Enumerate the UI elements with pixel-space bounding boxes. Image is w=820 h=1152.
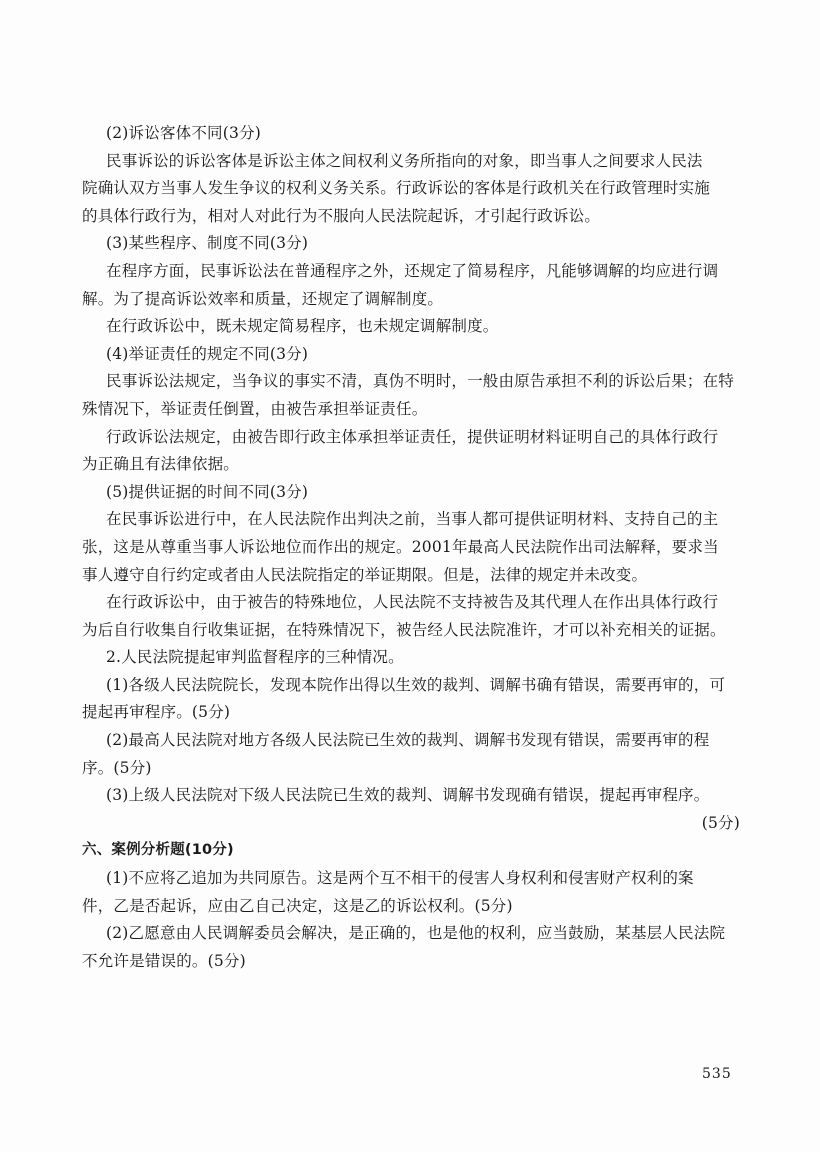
text-line: (2)乙愿意由人民调解委员会解决，是正确的，也是他的权利，应当鼓励，某基层人民法院 bbox=[106, 924, 726, 943]
text-line: (3)某些程序、制度不同(3分) bbox=[106, 234, 309, 253]
text-line: (5)提供证据的时间不同(3分) bbox=[106, 482, 309, 501]
text-line: 在行政诉讼中，既未规定简易程序，也未规定调解制度。 bbox=[106, 317, 499, 336]
text-line: 在行政诉讼中，由于被告的特殊地位，人民法院不支持被告及其代理人在作出具体行政行 bbox=[106, 593, 719, 612]
text-line: (4)举证责任的规定不同(3分) bbox=[106, 344, 309, 363]
page-number: 535 bbox=[702, 1066, 732, 1082]
text-line: 为正确且有法律依据。 bbox=[82, 455, 240, 474]
text-line: 解。为了提高诉讼效率和质量，还规定了调解制度。 bbox=[82, 289, 444, 308]
text-line: 2.人民法院提起审判监督程序的三种情况。 bbox=[106, 648, 404, 667]
text-line: (1)各级人民法院院长，发现本院作出得以生效的裁判、调解书确有错误，需要再审的，可 bbox=[106, 675, 726, 694]
text-line: 民事诉讼法规定，当争议的事实不清，真伪不明时，一般由原告承担不利的诉讼后果；在特 bbox=[106, 372, 735, 391]
text-line: 不允许是错误的。(5分) bbox=[82, 951, 246, 970]
text-line: 殊情况下，举证责任倒置，由被告承担举证责任。 bbox=[82, 399, 428, 418]
text-line: (1)不应将乙追加为共同原告。这是两个互不相干的侵害人身权利和侵害财产权利的案 bbox=[106, 869, 694, 888]
section-heading: 六、案例分析题(10分) bbox=[82, 842, 234, 859]
text-line: 序。(5分) bbox=[82, 758, 152, 777]
document-body bbox=[82, 120, 748, 975]
text-line: 在民事诉讼进行中，在人民法院作出判决之前，当事人都可提供证明材料、支持自己的主 bbox=[106, 510, 719, 529]
text-line: 在程序方面，民事诉讼法在普通程序之外，还规定了简易程序，凡能够调解的均应进行调 bbox=[106, 261, 719, 280]
text-line: 行政诉讼法规定，由被告即行政主体承担举证责任，提供证明材料证明自己的具体行政行 bbox=[106, 427, 719, 446]
text-line: (2)最高人民法院对地方各级人民法院已生效的裁判、调解书发现有错误，需要再审的程 bbox=[106, 731, 710, 750]
text-line: 为后自行收集自行收集证据，在特殊情况下，被告经人民法院准许，才可以补充相关的证据。 bbox=[82, 620, 726, 639]
text-line: 院确认双方当事人发生争议的权利义务关系。行政诉讼的客体是行政机关在行政管理时实施 bbox=[82, 179, 711, 198]
text-line: (2)诉讼客体不同(3分) bbox=[106, 124, 262, 142]
text-line: 事人遵守自行约定或者由人民法院指定的举证期限。但是，法律的规定并未改变。 bbox=[82, 565, 648, 584]
text-line: 的具体行政行为，相对人对此行为不服向人民法院起诉，才引起行政诉讼。 bbox=[82, 206, 601, 225]
text-line: (5分) bbox=[701, 813, 740, 832]
text-line: 提起再审程序。(5分) bbox=[82, 703, 231, 722]
text-line: (3)上级人民法院对下级人民法院已生效的裁判、调解书发现确有错误，提起再审程序。 bbox=[106, 786, 710, 805]
text-line: 件，乙是否起诉，应由乙自己决定，这是乙的诉讼权利。(5分) bbox=[82, 896, 513, 915]
text-line: 张，这是从尊重当事人诉讼地位而作出的规定。2001年最高人民法院作出司法解释，要求当 bbox=[82, 537, 719, 556]
text-line: 民事诉讼的诉讼客体是诉讼主体之间权利义务所指向的对象，即当事人之间要求人民法 bbox=[106, 151, 703, 170]
